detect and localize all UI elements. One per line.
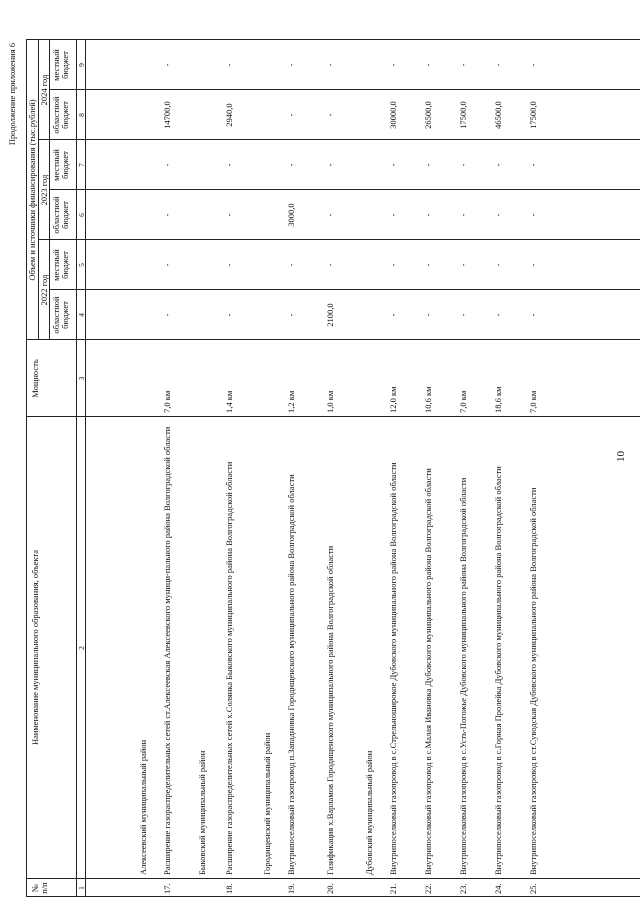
row-value: - — [325, 163, 335, 167]
row-value: - — [286, 163, 296, 167]
row-object-name: Газификация х.Варламов Городищенского муниципального района Волгоградской области — [325, 545, 335, 875]
row-value: - — [423, 263, 433, 267]
row-object-name: Внутрипоселковый газопровод в ст.Суводская Дубовского муниципального района Волгоградской области — [528, 487, 538, 875]
header-regional-2022: областной бюджет — [51, 296, 70, 334]
header-capacity: Мощность — [30, 359, 40, 398]
row-value: - — [423, 313, 433, 317]
row-value: - — [528, 313, 538, 317]
row-value: - — [493, 313, 503, 317]
row-object-name: Внутрипоселковый газопровод в с.Стрельноширокое Дубовского муниципального района Волгоградской области — [388, 462, 398, 875]
row-number: 19. — [286, 883, 296, 894]
col-number: 9 — [77, 63, 86, 67]
row-value: - — [458, 213, 468, 217]
row-value: - — [423, 213, 433, 217]
row-object-name: Внутрипоселковый газопровод в с.Усть-Погожье Дубовского муниципального района Волгоградской области — [458, 477, 468, 875]
row-value: 46500,0 — [493, 101, 503, 129]
col-number: 7 — [77, 163, 86, 167]
row-value: 17500,0 — [528, 101, 538, 129]
row-value: - — [388, 213, 398, 217]
row-value: - — [224, 263, 234, 267]
row-value: - — [325, 63, 335, 67]
row-value: - — [286, 263, 296, 267]
row-value: - — [286, 113, 296, 117]
col-number: 5 — [77, 263, 86, 267]
continuation-note: Продолжение приложения 6 — [7, 43, 17, 146]
section-title: Алексеевский муниципальный район — [138, 739, 148, 875]
row-number: 22. — [423, 883, 433, 894]
row-capacity: 10,6 км — [423, 386, 433, 413]
header-no: № п/п — [30, 882, 49, 894]
row-number: 23. — [458, 883, 468, 894]
row-capacity: 1,2 км — [286, 390, 296, 413]
row-value: - — [458, 63, 468, 67]
col-number: 1 — [77, 886, 86, 890]
row-object-name: Расширение газораспределительных сетей ст.Алексеевская Алексеевского муници-пального района Волгоградской области — [162, 426, 172, 875]
row-object-name: Расширение газораспределительных сетей х.Солянка Быковского муниципального района Волгоградской области — [224, 461, 234, 875]
header-regional-2024: областной бюджет — [51, 96, 70, 134]
row-value: - — [458, 313, 468, 317]
row-value: - — [493, 263, 503, 267]
section-title: Городищенский муниципальный район — [262, 732, 272, 875]
row-value: - — [162, 213, 172, 217]
row-value: - — [528, 213, 538, 217]
row-capacity: 7,0 км — [528, 390, 538, 413]
col-number: 2 — [77, 646, 86, 650]
row-value: 14700,0 — [162, 101, 172, 129]
header-year-2024: 2024 год — [39, 74, 49, 106]
row-object-name: Внутрипоселковый газопровод в с.Горная Пролейка Дубовского муниципального района Волгоградской области — [493, 466, 503, 875]
row-number: 21. — [388, 883, 398, 894]
header-funding: Объем и источники финансирования (тыс.рублей) — [27, 99, 37, 281]
header-local-2024: местный бюджет — [51, 49, 70, 81]
row-value: - — [162, 313, 172, 317]
header-local-2023: местный бюджет — [51, 149, 70, 181]
row-value: - — [493, 63, 503, 67]
header-local-2022: местный бюджет — [51, 249, 70, 281]
row-number: 25. — [528, 883, 538, 894]
row-value: - — [458, 263, 468, 267]
row-value: - — [325, 213, 335, 217]
col-number: 8 — [77, 113, 86, 117]
section-title: Быковский муниципальный район — [197, 750, 207, 875]
row-value: - — [286, 313, 296, 317]
row-value: - — [224, 313, 234, 317]
row-value: 26500,0 — [423, 101, 433, 129]
row-capacity: 1,0 км — [325, 390, 335, 413]
row-object-name: Внутрипоселковый газопровод в с.Малая Ивановка Дубовского муниципального района Волгоградской области — [423, 468, 433, 875]
row-value: - — [388, 263, 398, 267]
row-number: 20. — [325, 883, 335, 894]
row-value: - — [493, 213, 503, 217]
row-value: - — [423, 163, 433, 167]
col-number: 4 — [77, 313, 86, 317]
row-capacity: 7,0 км — [162, 390, 172, 413]
row-value: - — [388, 313, 398, 317]
row-value: - — [528, 63, 538, 67]
section-title: Дубовский муниципальный район — [364, 750, 374, 875]
row-number: 18. — [224, 883, 234, 894]
row-value: - — [458, 163, 468, 167]
row-value: 3000,0 — [286, 203, 296, 227]
row-capacity: 12,0 км — [388, 386, 398, 413]
page-number: 10 — [615, 451, 627, 462]
row-value: - — [162, 63, 172, 67]
row-value: 30000,0 — [388, 101, 398, 129]
row-value: - — [224, 63, 234, 67]
header-name: Наименование муниципального образования, объекта — [30, 549, 40, 746]
row-value: 17500,0 — [458, 101, 468, 129]
col-number: 6 — [77, 213, 86, 217]
row-value: - — [325, 113, 335, 117]
row-number: 24. — [493, 883, 503, 894]
row-value: - — [388, 63, 398, 67]
row-capacity: 7,0 км — [458, 390, 468, 413]
row-value: - — [528, 263, 538, 267]
row-value: - — [162, 163, 172, 167]
row-number: 17. — [162, 883, 172, 894]
header-year-2023: 2023 год — [39, 174, 49, 206]
row-value: - — [388, 163, 398, 167]
row-value: - — [423, 63, 433, 67]
col-number: 3 — [77, 376, 86, 381]
row-capacity: 18,6 км — [493, 386, 503, 413]
row-value: 2100,0 — [325, 303, 335, 327]
row-object-name: Внутрипоселковый газопровод п.Западновка Городищенского муниципального района Волгоградской области — [286, 474, 296, 875]
row-capacity: 1,4 км — [224, 390, 234, 413]
row-value: - — [224, 163, 234, 167]
header-year-2022: 2022 год — [39, 274, 49, 306]
row-value: 2940,0 — [224, 103, 234, 127]
row-value: - — [286, 63, 296, 67]
row-value: - — [162, 263, 172, 267]
row-value: - — [224, 213, 234, 217]
header-regional-2023: областной бюджет — [51, 196, 70, 234]
row-value: - — [493, 163, 503, 167]
row-value: - — [528, 163, 538, 167]
row-value: - — [325, 263, 335, 267]
